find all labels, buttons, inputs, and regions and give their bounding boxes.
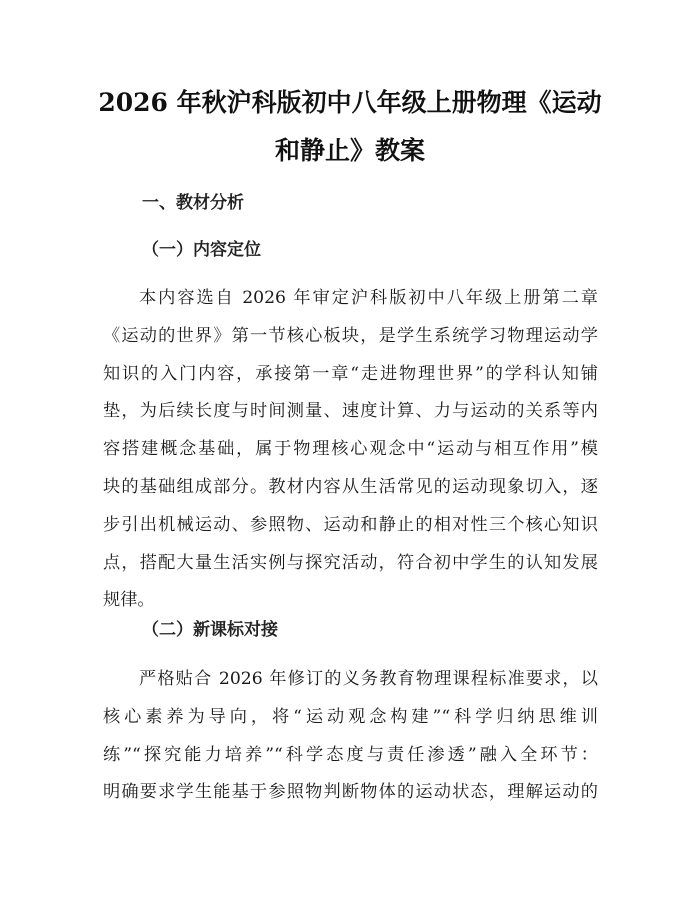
paragraph-line: 知识的入门内容，承接第一章“走进物理世界”的学科认知铺 [103,363,598,384]
paragraph-line: 本内容选自 2026 年审定沪科版初中八年级上册第二章 [139,288,598,308]
paragraph-line: 《运动的世界》第一节核心板块，是学生系统学习物理运动学 [103,325,598,346]
paragraph-line: 核心素养为导向，将“运动观念构建”“科学归纳思维训 [103,706,598,727]
paragraph-line: 块的基础组成部分。教材内容从生活常见的运动现象切入，逐 [103,476,598,497]
paragraph-curriculum-alignment [103,661,598,812]
paragraph-line: 严格贴合 2026 年修订的义务教育物理课程标准要求，以 [139,669,598,689]
paragraph-line: 垫，为后续长度与时间测量、速度计算、力与运动的关系等内 [103,401,598,422]
paragraph-line: 步引出机械运动、参照物、运动和静止的相对性三个核心知识 [103,514,598,535]
paragraph-line: 点，搭配大量生活实例与探究活动，符合初中学生的认知发展 [103,552,598,573]
subsection-heading-curriculum-alignment: （二）新课标对接 [142,620,278,640]
paragraph-line: 练”“探究能力培养”“科学态度与责任渗透”融入全环节： [103,744,598,765]
paragraph-line: 规律。 [103,590,155,611]
document-title-line-1: 2026 年秋沪科版初中八年级上册物理《运动 [98,88,602,117]
paragraph-line: 容搭建概念基础，属于物理核心观念中“运动与相互作用”模 [103,439,598,460]
subsection-heading-content-positioning: （一）内容定位 [142,240,261,260]
paragraph-content-positioning [103,280,598,620]
document-title-line-2: 和静止》教案 [274,136,425,165]
section-heading-textbook-analysis: 一、教材分析 [142,193,244,213]
paragraph-line: 明确要求学生能基于参照物判断物体的运动状态，理解运动的 [103,782,598,803]
